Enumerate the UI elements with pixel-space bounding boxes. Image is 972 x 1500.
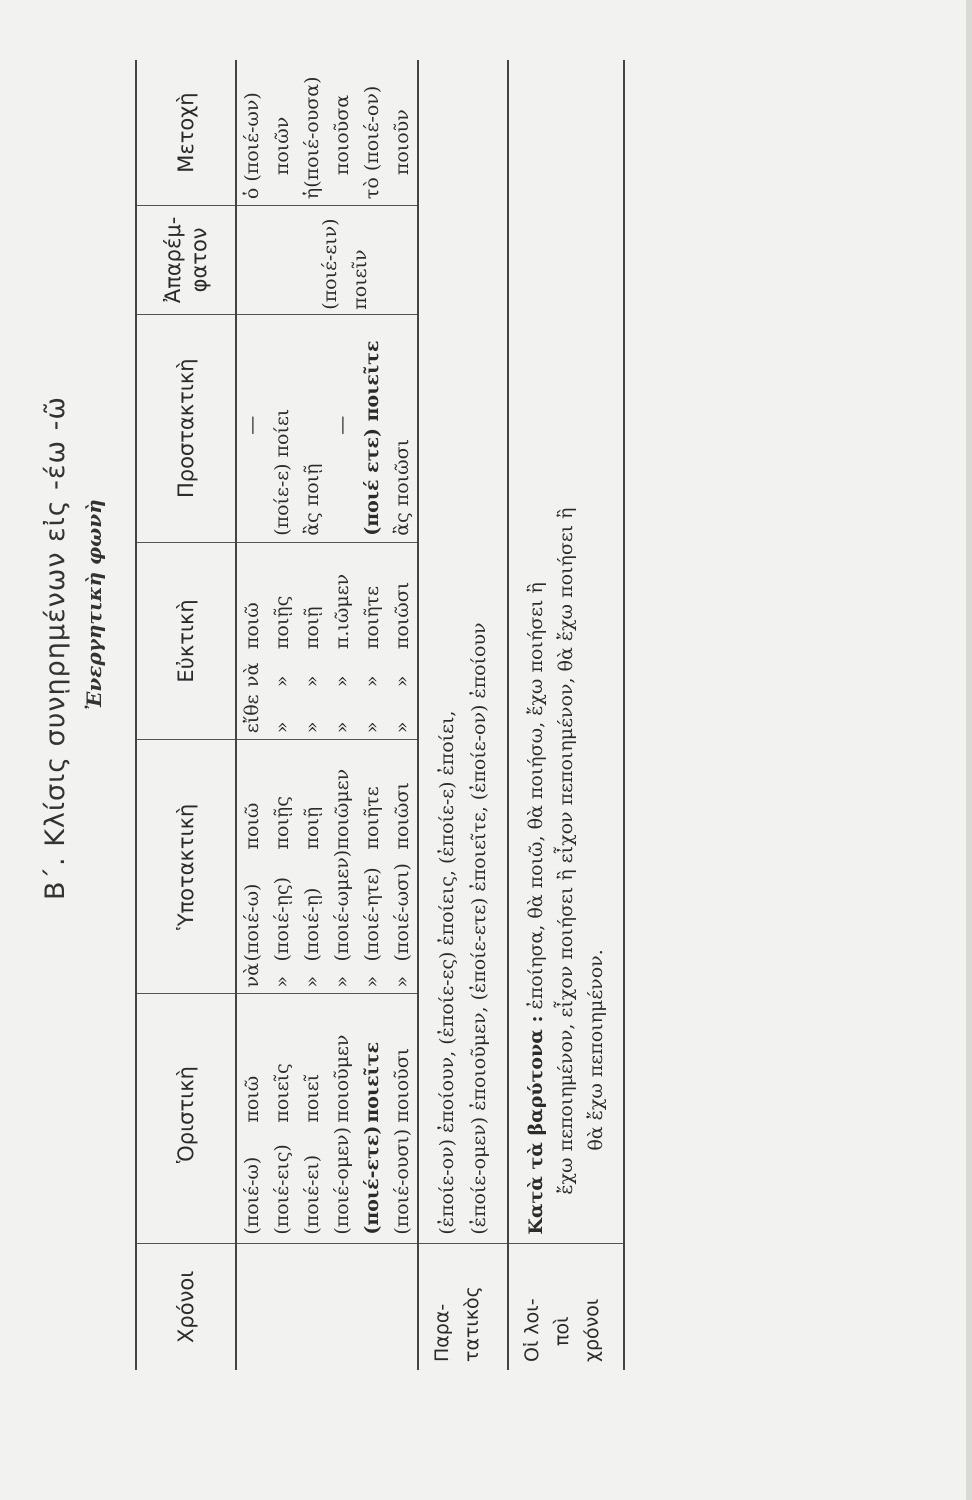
opt-prefix2: »	[361, 675, 383, 688]
ind-form: (ποιέ-ομεν)	[331, 1127, 353, 1235]
inf-line: ποιεῖν	[349, 249, 371, 310]
other-line2: ἔχω πεποιημένον, εἶχον ποιήσει ἢ εἶχον πεποιημένον, θὰ ἔχω ποιήσει ἢ	[555, 507, 577, 1195]
other-tenses-row	[508, 60, 624, 1370]
ind-form: (ποιέ-ετε)	[361, 1125, 383, 1235]
imperfect-forms-cell	[418, 314, 508, 1243]
imperfect-line2: (ἐποίε-ομεν) ἐποιοῦμεν, (ἐποίε-ετε) ἐποιεῖτε, (ἐποίε-ον) ἐποίουν	[468, 622, 490, 1235]
opt-form: ποιῶ	[241, 602, 263, 650]
sub-contracted: ποιῶμεν	[331, 768, 353, 850]
ind-form: (ποιέ-ω)	[241, 1156, 263, 1235]
sub-prefix: »	[301, 975, 323, 988]
other-label-line3: χρόνοι	[581, 1298, 603, 1362]
sub-form: (ποιέ-ῃ)	[301, 887, 323, 962]
header-imperative: Προστακτικὴ	[136, 314, 236, 542]
ind-contracted: ποιεῖ	[301, 1073, 323, 1123]
page-title: Β΄. Κλίσις συνῃρημένων εἰς -έω -ῶ	[40, 395, 71, 900]
other-tenses-label-cell	[508, 1243, 624, 1370]
other-label-line1: Οἱ λοι-	[521, 1298, 543, 1362]
sub-line	[297, 740, 327, 987]
part-line: ἡ(ποιέ-ουσα)	[301, 76, 323, 200]
ind-contracted: ποιοῦσι	[391, 1047, 413, 1123]
present-time-cell	[236, 1243, 418, 1370]
opt-form: ποιῆτε	[361, 585, 383, 650]
sub-form: (ποιέ-ῃς)	[271, 876, 293, 962]
opt-line	[237, 543, 267, 733]
sub-prefix: »	[271, 975, 293, 988]
opt-form: π.ιῶμεν	[331, 573, 353, 650]
inf-line: (ποιέ-ειν)	[319, 218, 341, 310]
page-subtitle: Ἐνεργητικὴ φωνὴ	[82, 499, 106, 710]
imp-line: —	[331, 415, 353, 435]
sub-prefix: νὰ	[241, 963, 263, 988]
imperfect-label-line2: τατικὸς	[461, 1286, 483, 1362]
imp-line: ἂς ποιῇ	[301, 463, 323, 536]
sub-contracted: ποιῆτε	[361, 786, 383, 850]
present-subjunctive-cell	[236, 740, 418, 994]
opt-form: ποιῇς	[271, 595, 293, 650]
ind-line	[327, 994, 357, 1234]
opt-prefix1: »	[331, 721, 353, 734]
other-line1-lead: Κατὰ τὰ βαρύτονα :	[525, 1015, 547, 1235]
sub-contracted: ποιῶσι	[391, 782, 413, 850]
present-imperative-cell	[236, 314, 418, 542]
part-line: ποιοῦν	[391, 109, 413, 176]
sub-prefix: »	[331, 975, 353, 988]
imp-line: —	[241, 415, 263, 435]
part-line: ποιῶν	[271, 116, 293, 176]
opt-prefix1: »	[271, 721, 293, 734]
header-indicative: Ὁριστικὴ	[136, 994, 236, 1243]
opt-prefix1: εἴθε	[241, 694, 263, 734]
opt-line	[387, 543, 417, 733]
imp-line: ἂς ποιῶσι	[391, 438, 413, 536]
present-optative-cell	[236, 542, 418, 739]
sub-form: (ποιέ-ω)	[241, 883, 263, 962]
header-optative: Εὐκτικὴ	[136, 542, 236, 739]
other-tenses-text-cell	[508, 60, 624, 1243]
imperfect-row	[418, 60, 508, 1370]
ind-contracted: ποιεῖτε	[361, 1041, 383, 1123]
sub-form: (ποιέ-ωμεν)	[331, 849, 353, 962]
sub-contracted: ποιῇ	[301, 806, 323, 850]
ind-line	[357, 994, 387, 1234]
conjugation-table	[135, 60, 625, 1370]
sub-contracted: ποιῶ	[241, 802, 263, 850]
ind-form: (ποιέ-ει)	[301, 1154, 323, 1235]
present-row	[236, 60, 418, 1370]
present-infinitive-cell	[236, 206, 418, 315]
ind-line	[387, 994, 417, 1234]
other-line1-rest: ἐποίησα, θὰ ποιῶ, θὰ ποιήσω, ἔχω ποιήσει ἢ	[525, 582, 547, 1016]
present-participle-cell	[236, 60, 418, 206]
opt-form: ποιῶσι	[391, 581, 413, 650]
imperfect-label-line1: Παρα-	[431, 1303, 453, 1362]
header-infinitive	[136, 206, 236, 315]
opt-prefix2: »	[301, 675, 323, 688]
opt-prefix1: »	[391, 721, 413, 734]
ind-line	[237, 994, 267, 1234]
opt-prefix2: »	[391, 675, 413, 688]
other-line3: θὰ ἔχω πεποιημένον.	[585, 949, 607, 1151]
header-row	[136, 60, 236, 1370]
header-infinitive-line2: φατον	[187, 227, 211, 293]
opt-form: ποιῇ	[301, 606, 323, 650]
opt-prefix2: »	[271, 675, 293, 688]
header-infinitive-line1: Ἀπαρέμ-	[160, 216, 185, 304]
header-participle: Μετοχὴ	[136, 60, 236, 206]
sub-contracted: ποιῇς	[271, 796, 293, 850]
sub-line	[327, 740, 357, 987]
other-label-line2: ποὶ	[551, 1316, 573, 1346]
opt-prefix2: »	[331, 675, 353, 688]
ind-form: (ποιέ-ουσι)	[391, 1128, 413, 1235]
other-line1	[521, 68, 551, 1235]
ind-contracted: ποιοῦμεν	[331, 1034, 353, 1123]
part-line: ποιοῦσα	[331, 94, 353, 176]
imp-line: (ποιέ ετε) ποιεῖτε	[361, 340, 383, 536]
part-line: τὸ (ποιέ-ον)	[361, 85, 383, 200]
opt-line	[327, 543, 357, 733]
header-time: Χρόνοι	[136, 1243, 236, 1370]
sub-line	[357, 740, 387, 987]
part-line: ὁ (ποιέ-ων)	[241, 92, 263, 200]
opt-line	[267, 543, 297, 733]
imperfect-empty-cell	[418, 60, 508, 314]
imperfect-line1: (ἐποίε-ον) ἐποίουν, (ἐποίε-ες) ἐποίεις, (ἐποίε-ε) ἐποίει,	[436, 710, 458, 1235]
opt-line	[297, 543, 327, 733]
ind-line	[297, 994, 327, 1234]
imperfect-label-cell	[418, 1243, 508, 1370]
opt-prefix1: »	[301, 721, 323, 734]
sub-prefix: »	[361, 975, 383, 988]
opt-prefix2: νὰ	[241, 662, 263, 688]
sub-prefix: »	[391, 975, 413, 988]
sub-form: (ποιέ-ωσι)	[391, 863, 413, 962]
present-indicative-cell	[236, 994, 418, 1243]
ind-contracted: ποιῶ	[241, 1075, 263, 1123]
opt-line	[357, 543, 387, 733]
opt-prefix1: »	[361, 721, 383, 734]
sub-form: (ποιέ-ητε)	[361, 867, 383, 962]
ind-contracted: ποιεῖς	[271, 1063, 293, 1123]
sub-line	[387, 740, 417, 987]
header-subjunctive: Ὑποτακτικὴ	[136, 740, 236, 994]
sub-line	[267, 740, 297, 987]
ind-form: (ποιέ-εις)	[271, 1144, 293, 1235]
sub-line	[237, 740, 267, 987]
ind-line	[267, 994, 297, 1234]
imp-line: (ποίε-ε) ποίει	[271, 408, 293, 536]
